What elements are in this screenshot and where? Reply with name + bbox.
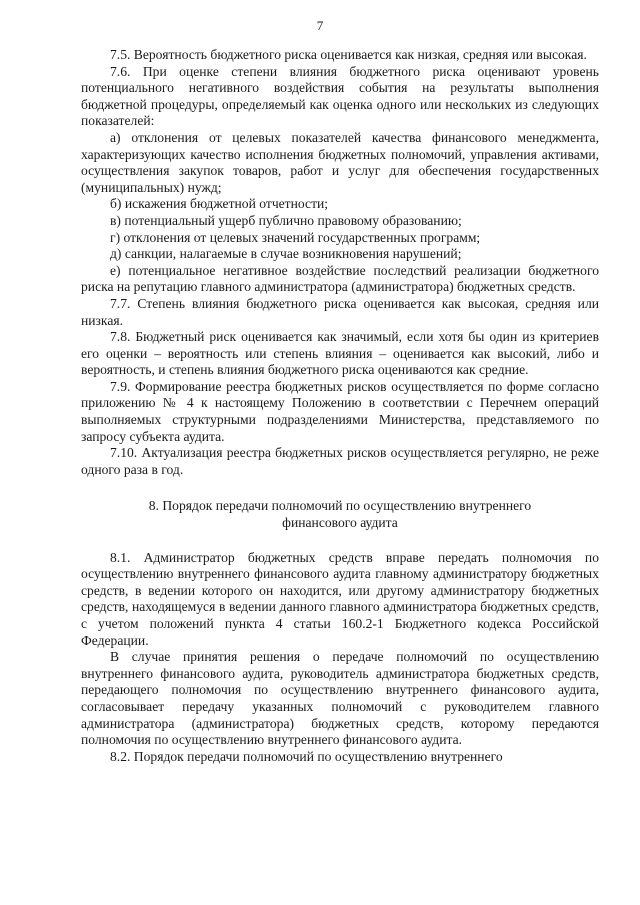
- section-heading: 8. Порядок передачи полномочий по осуществлению внутреннего финансового аудита: [148, 498, 532, 531]
- list-item-b: б) искажения бюджетной отчетности;: [110, 196, 329, 212]
- page-number: 7: [316, 18, 324, 33]
- list-item-g: г) отклонения от целевых значений государственных программ;: [110, 229, 481, 245]
- paragraph-7-10: 7.10. Актуализация реестра бюджетных рисков осуществляется регулярно, не реже одного раза в год.: [81, 445, 599, 477]
- paragraph-8-1-continued: В случае принятия решения о передаче полномочий по осуществлению внутреннего финансового аудита, руководитель администратора бюджетных средств, передающего полномочия по осуществлению внутреннего финансового аудита, согласовывает передачу указанных полномочий с руководителем главного администратора (администратора) бюджетных средств, которому передаются полномочия по осуществлению внутреннего финансового аудита.: [81, 649, 599, 748]
- paragraph-7-5: 7.5. Вероятность бюджетного риска оценивается как низкая, средняя или высокая.: [110, 47, 587, 62]
- paragraph-7-6: 7.6. При оценке степени влияния бюджетного риска оценивают уровень потенциального негативного воздействия события на результаты выполнения бюджетной процедуры, определяемый как оценка одного или нескольких из следующих показателей:: [81, 63, 599, 129]
- paragraph-8-1: 8.1. Администратор бюджетных средств вправе передать полномочия по осуществлению внутреннего финансового аудита главному администратору бюджетных средств, в ведении которого он находится, или другому администратору бюджетных средств, находящемуся в ведении данного главного администратора бюджетных средств, с учетом положений пункта 4 статьи 160.2-1 Бюджетного кодекса Российской Федерации.: [81, 549, 599, 648]
- list-item-d: д) санкции, налагаемые в случае возникновения нарушений;: [110, 246, 462, 262]
- paragraph-8-2: 8.2. Порядок передачи полномочий по осуществлению внутреннего: [110, 748, 503, 764]
- document-body: [81, 47, 599, 765]
- list-item-e: е) потенциальное негативное воздействие последствий реализации бюджетного риска на репутацию главного администратора (администратора) бюджетных средств.: [81, 262, 599, 295]
- paragraph-7-8: 7.8. Бюджетный риск оценивается как значимый, если хотя бы один из критериев его оценки – вероятность или степень влияния – оценивается как высокий, либо и вероятность, и степень влияния бюджетного риска оцениваются как средние.: [81, 329, 599, 378]
- list-item-v: в) потенциальный ущерб публично правовому образованию;: [110, 212, 462, 228]
- list-item-a: а) отклонения от целевых показателей качества финансового менеджмента, характеризующих качество исполнения бюджетных полномочий, управления активами, осуществления закупок товаров, работ и услуг для обеспечения государственных (муниципальных) нужд;: [81, 129, 599, 195]
- paragraph-7-9: 7.9. Формирование реестра бюджетных рисков осуществляется по форме согласно приложению № 4 к настоящему Положению в соответствии с Перечнем операций выполняемых структурными подразделениями Министерства, представляемого по запросу субъекта аудита.: [81, 378, 599, 444]
- paragraph-7-7: 7.7. Степень влияния бюджетного риска оценивается как высокая, средняя или низкая.: [81, 295, 599, 328]
